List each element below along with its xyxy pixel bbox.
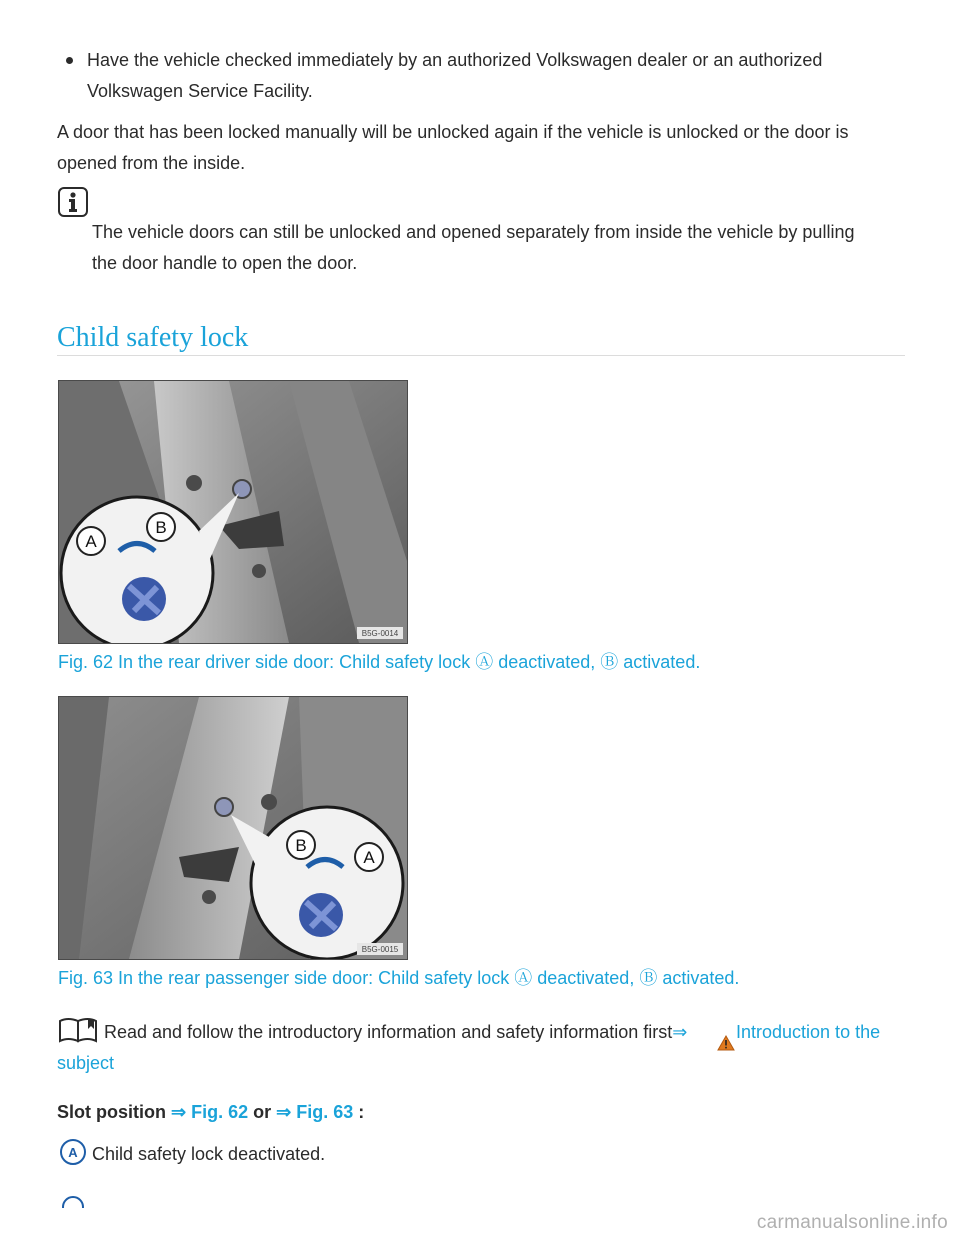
paragraph-line1: A door that has been locked manually will be unlocked again if the vehicle is unlocked or the door is bbox=[57, 122, 849, 142]
fig63-caption-mark-a: Ⓐ bbox=[514, 968, 533, 988]
fig63-code: B5G-0015 bbox=[361, 945, 399, 954]
figure-63-image bbox=[58, 696, 408, 960]
fig62-label-a: A bbox=[85, 532, 97, 551]
watermark: carmanualsonline.info bbox=[756, 1212, 948, 1233]
book-icon bbox=[58, 1017, 100, 1043]
read-notice-text bbox=[104, 1017, 687, 1047]
figure-62-caption bbox=[58, 649, 700, 675]
item-a-text: Child safety lock deactivated. bbox=[92, 1144, 326, 1164]
fig62-caption-mark-b: Ⓑ bbox=[600, 652, 619, 672]
fig63-caption-suffix: activated. bbox=[657, 968, 740, 988]
info-icon bbox=[58, 187, 88, 217]
warning-icon bbox=[717, 1035, 735, 1051]
read-notice-main: Read and follow the introductory information and safety information first bbox=[104, 1022, 673, 1042]
fig62-caption-prefix: Fig. 62 In the rear driver side door: Child safety lock bbox=[58, 652, 476, 672]
badge-a-icon bbox=[60, 1139, 86, 1165]
badge-b-partial-icon bbox=[62, 1196, 84, 1208]
fig63-caption-mark-b: Ⓑ bbox=[639, 968, 658, 988]
note-line1: The vehicle doors can still be unlocked and opened separately from inside the vehicle by pulling bbox=[92, 222, 855, 242]
slot-position-colon: : bbox=[358, 1102, 365, 1122]
paragraph-line2: opened from the inside. bbox=[57, 153, 246, 173]
fig63-reference-link[interactable]: ⇒ Fig. 63 bbox=[276, 1102, 354, 1122]
slot-position-or: or bbox=[253, 1102, 272, 1122]
fig63-caption-prefix: Fig. 63 In the rear passenger side door: Child safety lock bbox=[58, 968, 515, 988]
fig63-label-a: A bbox=[363, 848, 375, 867]
heading-divider bbox=[57, 355, 905, 356]
slot-position-label: Slot position bbox=[57, 1102, 166, 1122]
fig62-label-b: B bbox=[155, 518, 167, 537]
section-title: Child safety lock bbox=[57, 322, 249, 353]
fig62-code: B5G-0014 bbox=[361, 629, 399, 638]
fig63-label-b: B bbox=[295, 836, 307, 855]
read-notice-arrow: ⇒ bbox=[672, 1022, 688, 1042]
fig62-caption-mid: deactivated, bbox=[493, 652, 601, 672]
bullet-text-line2: Volkswagen Service Facility. bbox=[87, 81, 313, 101]
badge-a-letter: A bbox=[68, 1145, 78, 1160]
figure-62-image bbox=[58, 380, 408, 644]
note-line2: the door handle to open the door. bbox=[92, 253, 358, 273]
figure-63-caption bbox=[58, 965, 739, 991]
fig62-caption-suffix: activated. bbox=[618, 652, 701, 672]
fig62-reference-link[interactable]: ⇒ Fig. 62 bbox=[171, 1102, 249, 1122]
bullet-text-line1: Have the vehicle checked immediately by an authorized Volkswagen dealer or an authorized bbox=[87, 50, 823, 70]
fig63-caption-mid: deactivated, bbox=[532, 968, 640, 988]
slot-position-line bbox=[57, 1097, 364, 1127]
bullet-dot bbox=[66, 57, 73, 64]
fig62-caption-mark-a: Ⓐ bbox=[475, 652, 494, 672]
introduction-link-part1[interactable]: Introduction to the bbox=[736, 1022, 881, 1042]
introduction-link-part2[interactable]: subject bbox=[57, 1053, 115, 1073]
